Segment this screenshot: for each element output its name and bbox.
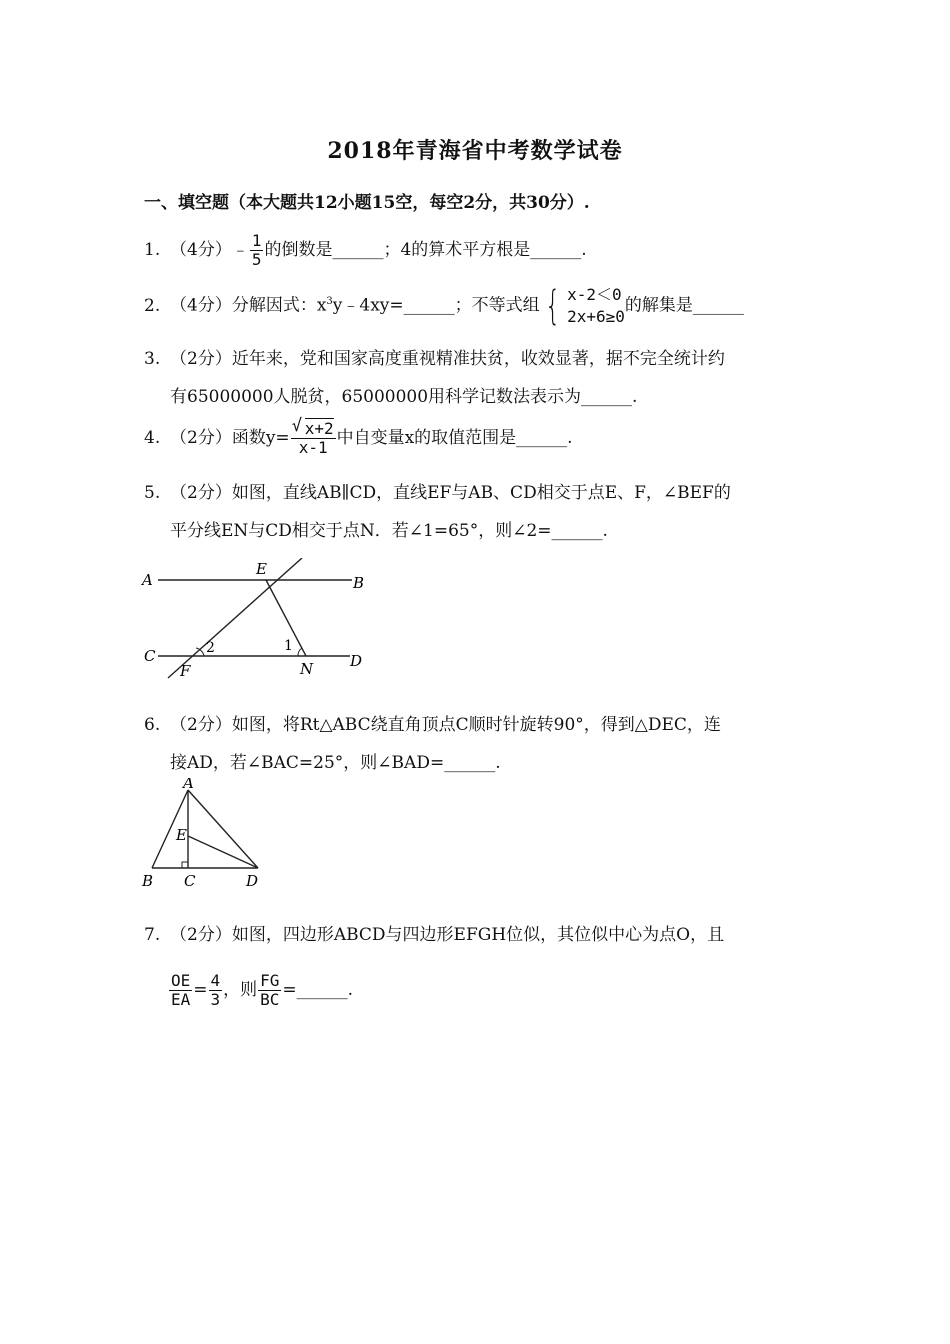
question-text: 的解集是______: [624, 295, 744, 316]
question-number: 1.: [144, 240, 161, 260]
label-d: D: [246, 872, 259, 890]
equals-sign: =: [193, 980, 208, 1000]
radicand: x+2: [304, 419, 334, 438]
question-score: （2分）: [170, 925, 232, 945]
fraction-numerator: OE: [171, 971, 191, 990]
label-c: C: [184, 872, 196, 890]
question-number: 4.: [144, 428, 161, 448]
question-3: [144, 344, 725, 369]
fraction: [291, 420, 336, 457]
fraction-denominator: 3: [210, 990, 221, 1009]
question-text: 如图，直线AB∥CD，直线EF与AB、CD相交于点E、F，∠BEF的: [231, 483, 731, 503]
label-angle-1: 1: [284, 638, 293, 654]
question-number: 7.: [144, 925, 161, 945]
question-5: [144, 478, 731, 503]
fraction-denominator: BC: [260, 990, 280, 1009]
question-score: （2分）: [170, 428, 232, 448]
label-e: E: [176, 826, 187, 844]
minus-sign: ﹣: [231, 240, 249, 260]
brace-icon: {: [544, 283, 561, 329]
fraction-denominator: EA: [171, 990, 191, 1009]
question-text: 近年来，党和国家高度重视精准扶贫，收效显著，据不完全统计约: [231, 349, 725, 369]
right-angle-mark: [182, 862, 188, 868]
question-text: 如图，将Rt△ABC绕直角顶点C顺时针旋转90°，得到△DEC，连: [231, 715, 721, 735]
sqrt-icon: [293, 420, 334, 438]
label-angle-2: 2: [206, 640, 215, 656]
question-6-line-2: 接AD，若∠BAC=25°，则∠BAD=______.: [170, 753, 501, 773]
question-score: （2分）: [170, 349, 232, 369]
segment-ad: [188, 790, 258, 868]
question-text: 如图，四边形ABCD与四边形EFGH位似，其位似中心为点O，且: [231, 925, 725, 945]
question-score: （4分）: [170, 240, 232, 260]
question-score: （2分）: [170, 715, 232, 735]
question-number: 5.: [144, 483, 161, 503]
label-d: D: [350, 652, 363, 670]
label-e: E: [256, 560, 267, 578]
question-1: [144, 232, 587, 269]
question-number: 2.: [144, 295, 161, 316]
question-text: y﹣4xy=______；不等式组: [332, 295, 540, 316]
question-3-line-2: 有65000000人脱贫，65000000用科学记数法表示为______.: [170, 387, 638, 407]
figure-q6: [138, 778, 268, 893]
segment-ed: [188, 836, 258, 868]
fraction-numerator: [291, 420, 336, 439]
question-text: 的倒数是______；4的算术平方根是______.: [264, 240, 587, 260]
label-a: A: [183, 778, 194, 792]
fraction: [250, 232, 264, 269]
question-text: 函数y=: [231, 428, 290, 448]
fraction-numerator: 1: [251, 231, 262, 250]
question-7: [144, 920, 724, 945]
question-number: 3.: [144, 349, 161, 369]
angle-1-arc: [298, 648, 302, 656]
line-ef: [168, 558, 302, 678]
figure-q5: [140, 558, 370, 686]
question-4: [144, 420, 573, 457]
question-text: 中自变量x的取值范围是______.: [336, 428, 573, 448]
question-text: =______.: [282, 980, 354, 1000]
label-b: B: [353, 574, 365, 592]
inequality-row: x-2＜0: [567, 285, 622, 304]
fraction: [209, 972, 223, 1009]
label-f: F: [180, 662, 191, 680]
question-score: （2分）: [170, 483, 232, 503]
page-title: 2018年青海省中考数学试卷: [327, 138, 623, 164]
fraction-numerator: 4: [210, 971, 221, 990]
fraction: [258, 972, 281, 1009]
fraction: [169, 972, 192, 1009]
label-c: C: [144, 647, 156, 665]
question-number: 6.: [144, 715, 161, 735]
question-text: ，则: [223, 980, 258, 1000]
question-text: 分解因式：x: [231, 295, 327, 316]
label-n: N: [300, 660, 314, 678]
fraction-denominator: 5: [251, 250, 262, 269]
question-7-line-2: [168, 972, 353, 1009]
inequality-system: [540, 284, 625, 328]
label-b: B: [142, 872, 154, 890]
fraction-denominator: x-1: [298, 438, 328, 457]
superscript: 3: [326, 295, 333, 307]
fraction-numerator: FG: [260, 971, 280, 990]
label-a: A: [142, 571, 153, 589]
question-6: [144, 710, 721, 735]
question-2: [144, 284, 744, 328]
section-heading: 一、填空题（本大题共12小题15空，每空2分，共30分）.: [144, 193, 590, 213]
inequality-row: 2x+6≥0: [567, 307, 625, 326]
question-score: （4分）: [170, 295, 232, 316]
question-5-line-2: 平分线EN与CD相交于点N．若∠1=65°，则∠2=______.: [170, 521, 608, 541]
